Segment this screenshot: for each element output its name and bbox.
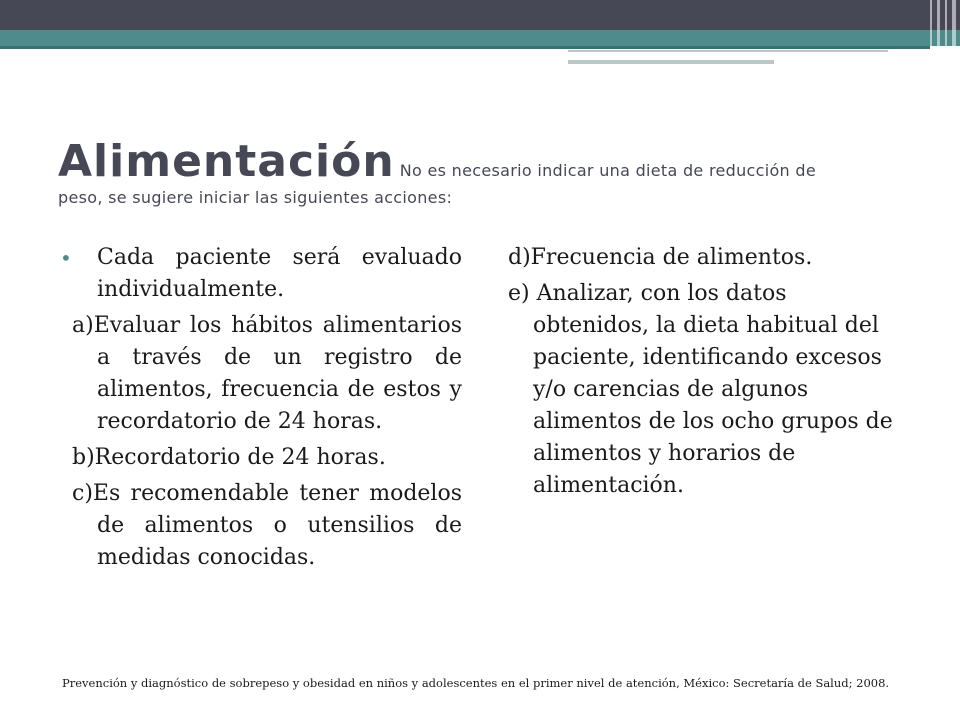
list-item-d: d)Frecuencia de alimentos. bbox=[508, 245, 813, 270]
footer-citation: Prevención y diagnóstico de sobrepeso y obesidad en niños y adolescentes en el primer nivel de atención, México: Secretaría de Salud; 2008. bbox=[62, 676, 890, 690]
bullet-text: Cada paciente será evaluado individualmente. bbox=[97, 245, 462, 302]
left-column bbox=[60, 242, 462, 578]
header-corner-stripes bbox=[924, 0, 960, 62]
header-teal-bar bbox=[0, 30, 960, 46]
header-band bbox=[0, 0, 960, 30]
slide-title-block bbox=[58, 138, 918, 207]
list-item-b: b)Recordatorio de 24 horas. bbox=[72, 445, 386, 470]
list-item-e: e) Analizar, con los datos obtenidos, la dieta habitual del paciente, identificando excesos y/o carencias de algunos alimentos de los ocho grupos de alimentos y horarios de alimentación. bbox=[508, 281, 893, 498]
header-accent-line bbox=[568, 50, 888, 52]
header-accent-line-short bbox=[568, 60, 774, 64]
list-item-c: c)Es recomendable tener modelos de alimentos o utensilios de medidas conocidas. bbox=[72, 481, 462, 570]
slide-title: Alimentación bbox=[58, 136, 395, 187]
slide-subtitle-line1: No es necesario indicar una dieta de reducción de bbox=[399, 161, 816, 180]
right-column bbox=[508, 242, 903, 506]
slide-subtitle-line2: peso, se sugiere iniciar las siguientes acciones: bbox=[58, 188, 453, 207]
bullet-item bbox=[60, 242, 462, 306]
list-item-a: a)Evaluar los hábitos alimentarios a través de un registro de alimentos, frecuencia de estos y recordatorio de 24 horas. bbox=[72, 313, 462, 434]
header-teal-underline bbox=[0, 46, 930, 49]
bullet-dot-icon: • bbox=[60, 246, 72, 270]
